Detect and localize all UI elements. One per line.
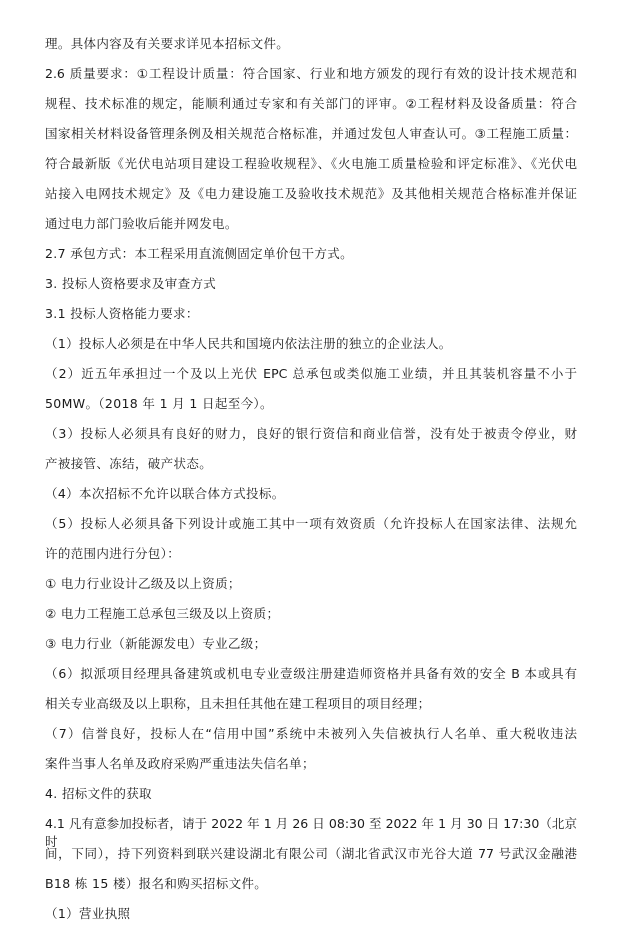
- text-line: 通过电力部门验收后能并网发电。: [45, 216, 238, 231]
- text-line: 2.7 承包方式：本工程采用直流侧固定单价包干方式。: [45, 246, 353, 261]
- text-line: 产被接管、冻结，破产状态。: [45, 456, 213, 471]
- text-line: 许的范围内进行分包）：: [45, 546, 181, 561]
- text-line: 50MW。（2018 年 1 月 1 日起至今）。: [45, 396, 273, 411]
- list-item: （3）投标人必须具有良好的财力，良好的银行资信和商业信誉，没有处于被责令停业，财: [45, 426, 577, 441]
- list-item: （1）投标人必须是在中华人民共和国境内依法注册的独立的企业法人。: [45, 336, 452, 351]
- text-line: 案件当事人名单及政府采购严重违法失信名单；: [45, 756, 315, 771]
- list-item: （5）投标人必须具备下列设计或施工其中一项有效资质（允许投标人在国家法律、法规允: [45, 516, 577, 531]
- list-item: ③ 电力行业（新能源发电）专业乙级；: [45, 636, 267, 651]
- text-line: 4.1 凡有意参加投标者，请于 2022 年 1 月 26 日 08:30 至 2022 年 1 月 30 日 17:30（北京时: [45, 816, 577, 849]
- text-line: B18 栋 15 楼）报名和购买招标文件。: [45, 876, 268, 891]
- text-line: 站接入电网技术规定》及《电力建设施工及验收技术规范》及其他相关规范合格标准并保证: [45, 186, 577, 201]
- section-heading: 3. 投标人资格要求及审查方式: [45, 276, 217, 291]
- text-line: 国家相关材料设备管理条例及相关规范合格标准，并通过发包人审查认可。③工程施工质量：: [45, 126, 577, 141]
- list-item: ② 电力工程施工总承包三级及以上资质；: [45, 606, 280, 621]
- list-item: ① 电力行业设计乙级及以上资质；: [45, 576, 241, 591]
- text-line: 间，下同），持下列资料到联兴建设湖北有限公司（湖北省武汉市光谷大道 77 号武汉金融港: [45, 846, 577, 861]
- list-item: （4）本次招标不允许以联合体方式投标。: [45, 486, 285, 501]
- text-line: 相关专业高级及以上职称，且未担任其他在建工程项目的项目经理；: [45, 696, 431, 711]
- text-line: 符合最新版《光伏电站项目建设工程验收规程》、《火电施工质量检验和评定标准》、《光伏电: [45, 156, 577, 171]
- text-line: 2.6 质量要求：①工程设计质量：符合国家、行业和地方颁发的现行有效的设计技术规范和: [45, 66, 577, 81]
- list-item: （6）拟派项目经理具备建筑或机电专业壹级注册建造师资格并具备有效的安全 B 本或具有: [45, 666, 577, 681]
- list-item: （7）信誉良好，投标人在“信用中国”系统中未被列入失信被执行人名单、重大税收违法: [45, 726, 577, 741]
- section-heading: 4. 招标文件的获取: [45, 786, 152, 801]
- list-item: （1）营业执照: [45, 906, 131, 921]
- text-line: 3.1 投标人资格能力要求：: [45, 306, 199, 321]
- list-item: （2）近五年承担过一个及以上光伏 EPC 总承包或类似施工业绩，并且其装机容量不小于: [45, 366, 577, 381]
- text-line: 理。具体内容及有关要求详见本招标文件。: [45, 36, 290, 51]
- text-line: 规程、技术标准的规定，能顺利通过专家和有关部门的评审。②工程材料及设备质量：符合: [45, 96, 577, 111]
